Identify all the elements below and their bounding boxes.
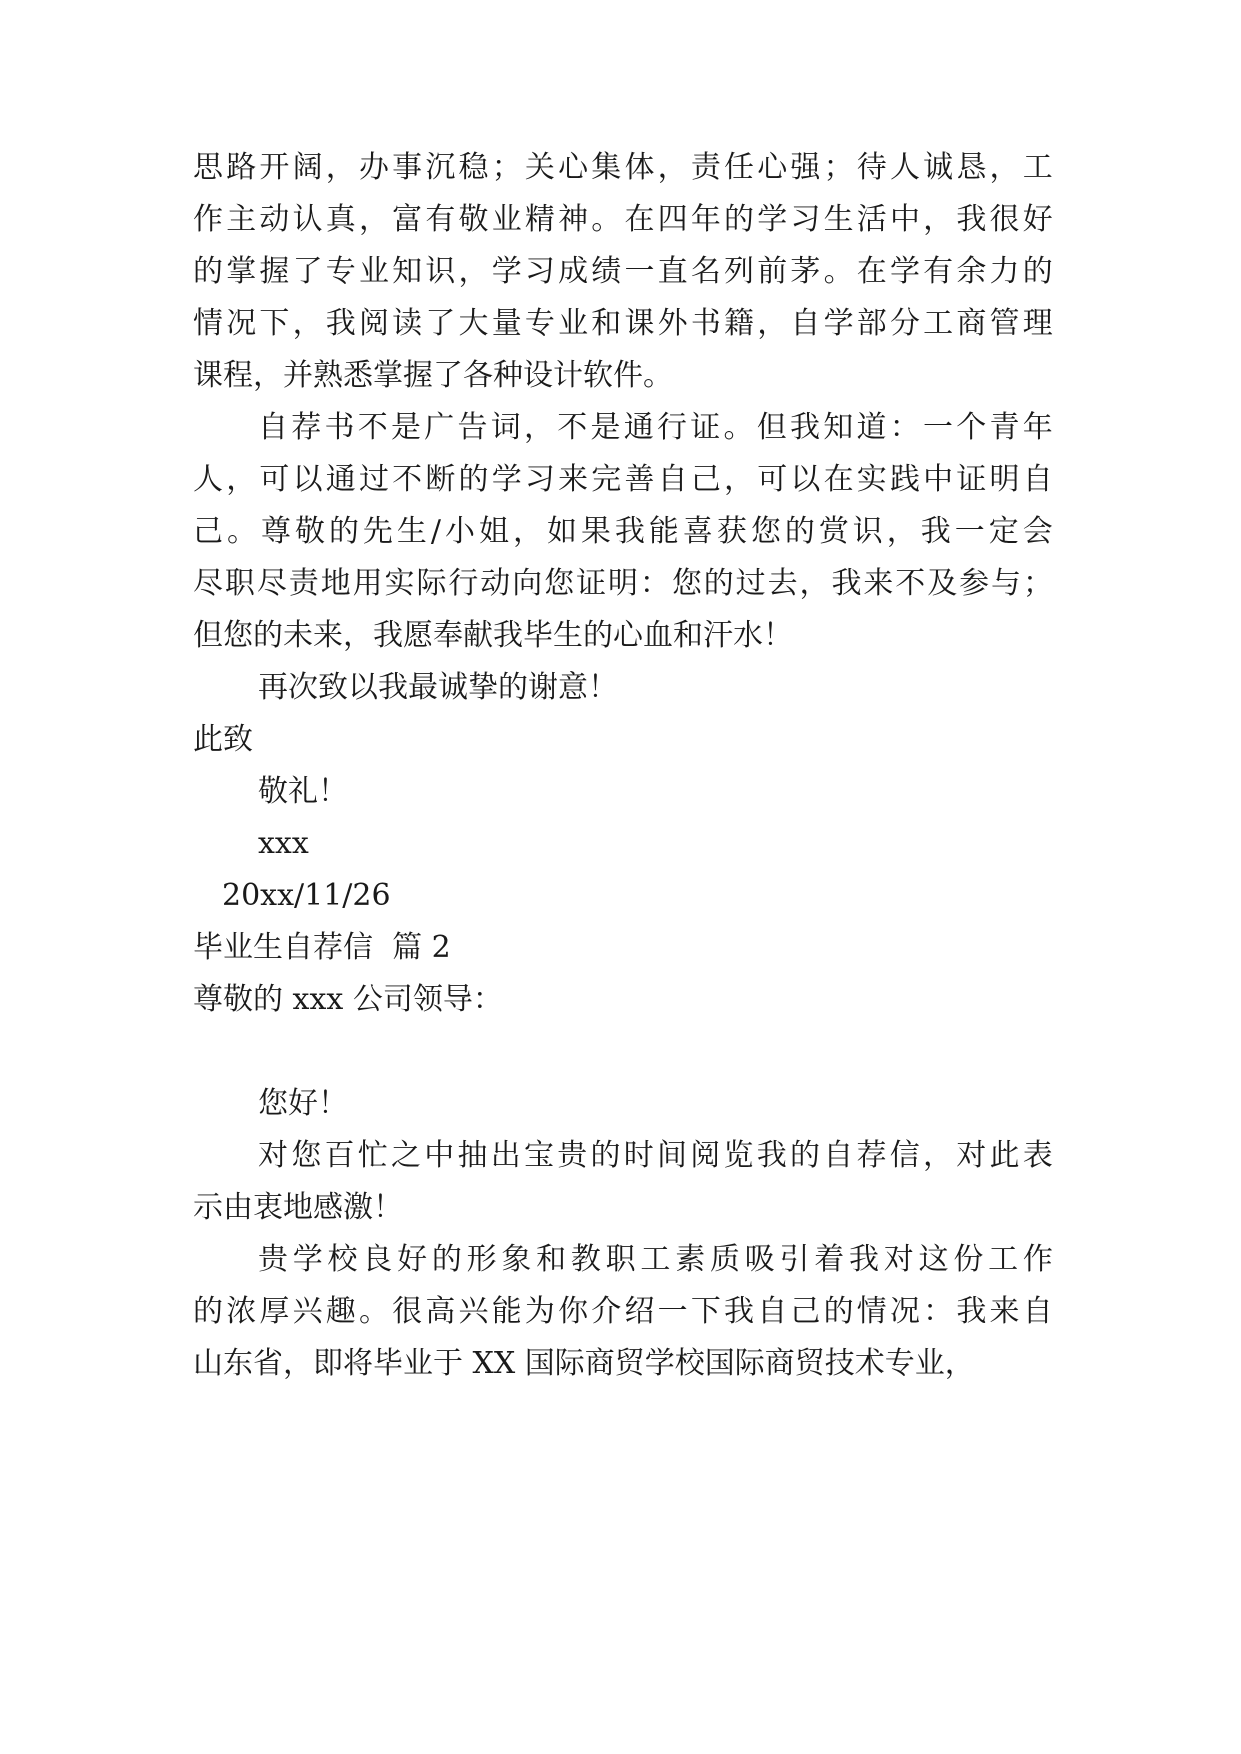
paragraph-line: 自 荐 书 不 是 广 告 词 ， 不 是 通 行 证 。 但 我 知 道 ： 一 个 青 年 bbox=[258, 410, 1053, 445]
closing-regards: 敬礼！ bbox=[258, 774, 348, 809]
closing-salutation: 此致 bbox=[193, 722, 253, 757]
signature: xxx bbox=[258, 826, 309, 861]
paragraph-line: 示由衷地感激！ bbox=[193, 1190, 403, 1225]
paragraph-line: 人 ， 可 以 通 过 不 断 的 学 习 来 完 善 自 己 ， 可 以 在 实 践 中 证 明 自 bbox=[193, 462, 1053, 497]
paragraph-line: 尽 职 尽 责 地 用 实 际 行 动 向 您 证 明 ： 您 的 过 去 ， 我 来 不 及 参 与 ； bbox=[193, 566, 1053, 601]
paragraph-line: 山东省，即将毕业于 XX 国际商贸学校国际商贸技术专业， bbox=[193, 1346, 975, 1381]
paragraph-line: 思 路 开 阔 ， 办 事 沉 稳 ； 关 心 集 体 ， 责 任 心 强 ； 待 人 诚 恳 ， 工 bbox=[193, 150, 1053, 185]
paragraph-line: 的 浓 厚 兴 趣 。 很 高 兴 能 为 你 介 绍 一 下 我 自 己 的 情 况 ： 我 来 自 bbox=[193, 1294, 1053, 1329]
letter-date: 20xx/11/26 bbox=[222, 878, 391, 913]
paragraph-line: 但您的未来，我愿奉献我毕生的心血和汗水！ bbox=[193, 618, 793, 653]
paragraph-line: 己 。 尊 敬 的 先 生 / 小 姐 ， 如 果 我 能 喜 获 您 的 赏 识 ， 我 一 定 会 bbox=[193, 514, 1053, 549]
paragraph-line: 的 掌 握 了 专 业 知 识 ， 学 习 成 绩 一 直 名 列 前 茅 。 在 学 有 余 力 的 bbox=[193, 254, 1053, 289]
paragraph-line: 课程，并熟悉掌握了各种设计软件。 bbox=[193, 358, 673, 393]
letter-hello: 您好！ bbox=[258, 1086, 348, 1121]
closing-thanks: 再次致以我最诚挚的谢意！ bbox=[258, 670, 618, 705]
paragraph-line: 作 主 动 认 真 ， 富 有 敬 业 精 神 。 在 四 年 的 学 习 生 活 中 ， 我 很 好 bbox=[193, 202, 1053, 237]
paragraph-line: 对 您 百 忙 之 中 抽 出 宝 贵 的 时 间 阅 览 我 的 自 荐 信 ， 对 此 表 bbox=[258, 1138, 1053, 1173]
paragraph-line: 情 况 下 ， 我 阅 读 了 大 量 专 业 和 课 外 书 籍 ， 自 学 部 分 工 商 管 理 bbox=[193, 306, 1053, 341]
paragraph-line: 贵 学 校 良 好 的 形 象 和 教 职 工 素 质 吸 引 着 我 对 这 份 工 作 bbox=[258, 1242, 1053, 1277]
section-title: 毕业生自荐信 篇 2 bbox=[193, 930, 451, 965]
letter-greeting: 尊敬的 xxx 公司领导： bbox=[193, 982, 503, 1017]
